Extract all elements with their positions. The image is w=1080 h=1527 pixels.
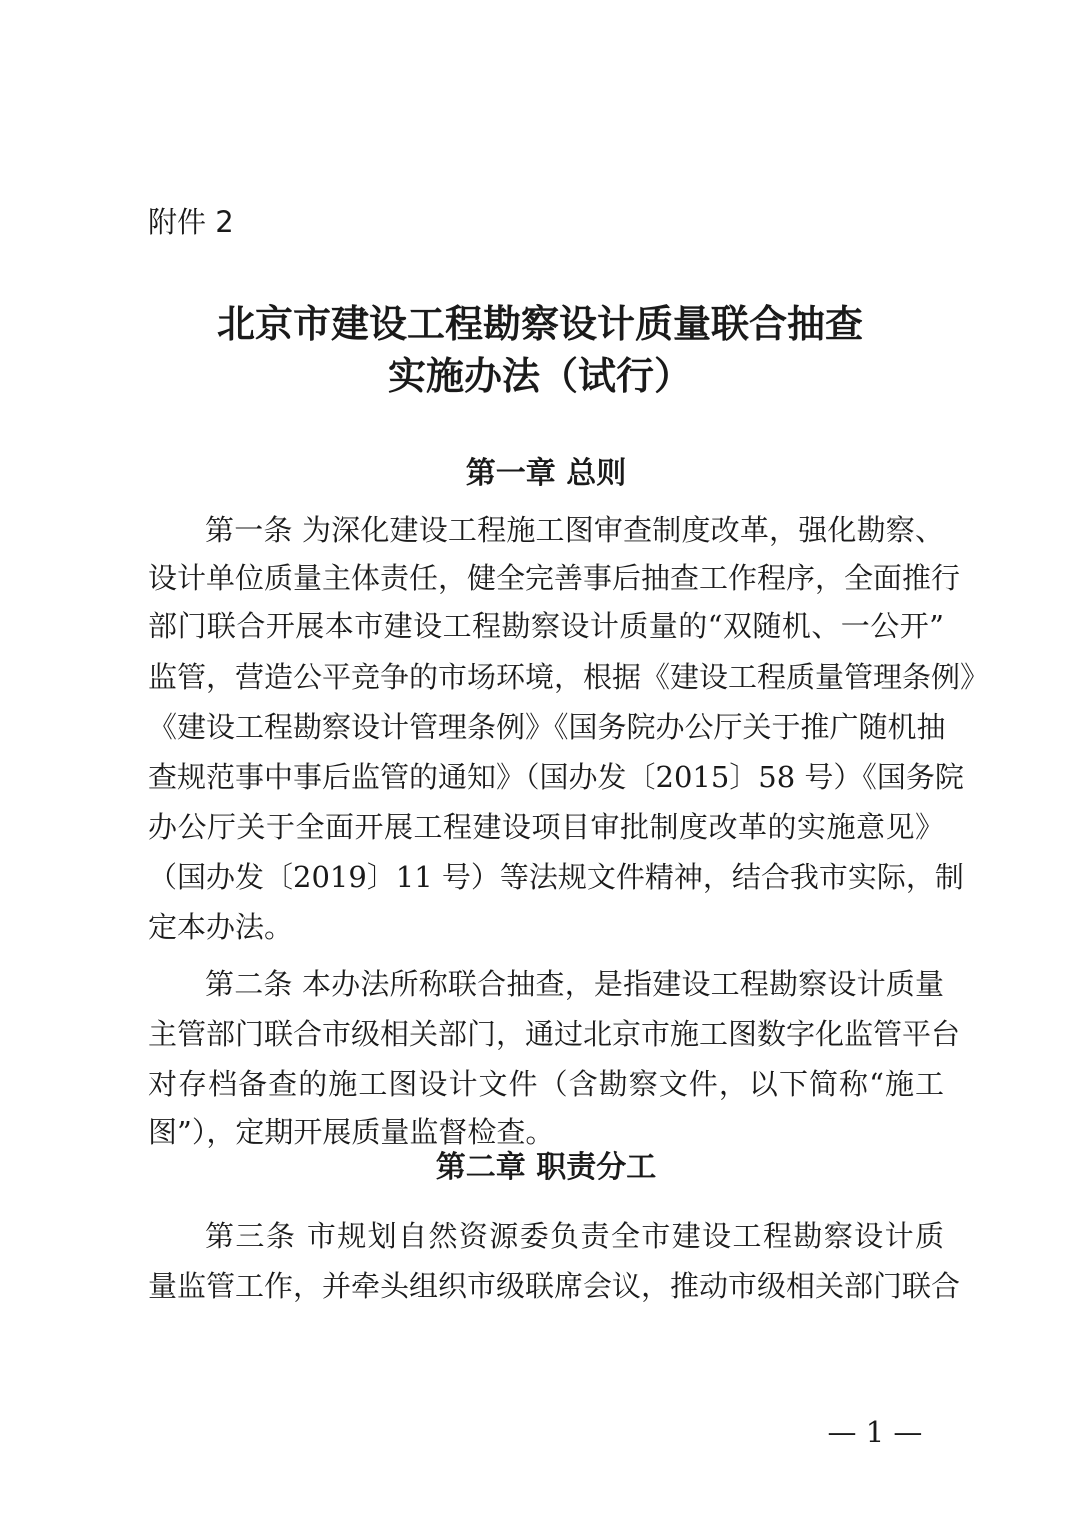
- article-1-line: 查规范事中事后监管的通知》（国办发〔2015〕58 号）《国务院: [148, 760, 964, 794]
- article-1-line: 《建设工程勘察设计管理条例》《国务院办公厅关于推广随机抽: [148, 710, 946, 744]
- article-2-line: 第二条 本办法所称联合抽查，是指建设工程勘察设计质量: [205, 967, 944, 1001]
- article-1-line: 设计单位质量主体责任，健全完善事后抽查工作程序，全面推行: [148, 561, 961, 595]
- article-2-line: 主管部门联合市级相关部门，通过北京市施工图数字化监管平台: [148, 1017, 961, 1051]
- document-title-line-2: 实施办法（试行）: [387, 353, 692, 398]
- article-2-line: 图”），定期开展质量监督检查。: [148, 1115, 555, 1149]
- document-title-line-1: 北京市建设工程勘察设计质量联合抽查: [216, 301, 863, 346]
- article-1-line: 第一条 为深化建设工程施工图审查制度改革，强化勘察、: [205, 513, 944, 547]
- attachment-label: 附件 2: [148, 205, 234, 239]
- article-3-line: 量监管工作，并牵头组织市级联席会议，推动市级相关部门联合: [148, 1269, 961, 1303]
- chapter-2-heading: 第二章 职责分工: [435, 1150, 657, 1185]
- article-1-line: 部门联合开展本市建设工程勘察设计质量的“双随机、一公开”: [148, 609, 944, 643]
- chapter-1-heading: 第一章 总则: [465, 456, 627, 491]
- page-number: — 1 —: [827, 1415, 923, 1449]
- article-3-line: 第三条 市规划自然资源委负责全市建设工程勘察设计质: [205, 1219, 944, 1253]
- article-1-line: （国办发〔2019〕11 号）等法规文件精神，结合我市实际，制: [148, 860, 964, 894]
- article-1-line: 定本办法。: [148, 910, 294, 944]
- article-2-line: 对存档备查的施工图设计文件（含勘察文件，以下简称“施工: [148, 1067, 944, 1101]
- article-1-line: 监管，营造公平竞争的市场环境，根据《建设工程质量管理条例》: [148, 660, 990, 694]
- article-1-line: 办公厅关于全面开展工程建设项目审批制度改革的实施意见》: [148, 810, 944, 844]
